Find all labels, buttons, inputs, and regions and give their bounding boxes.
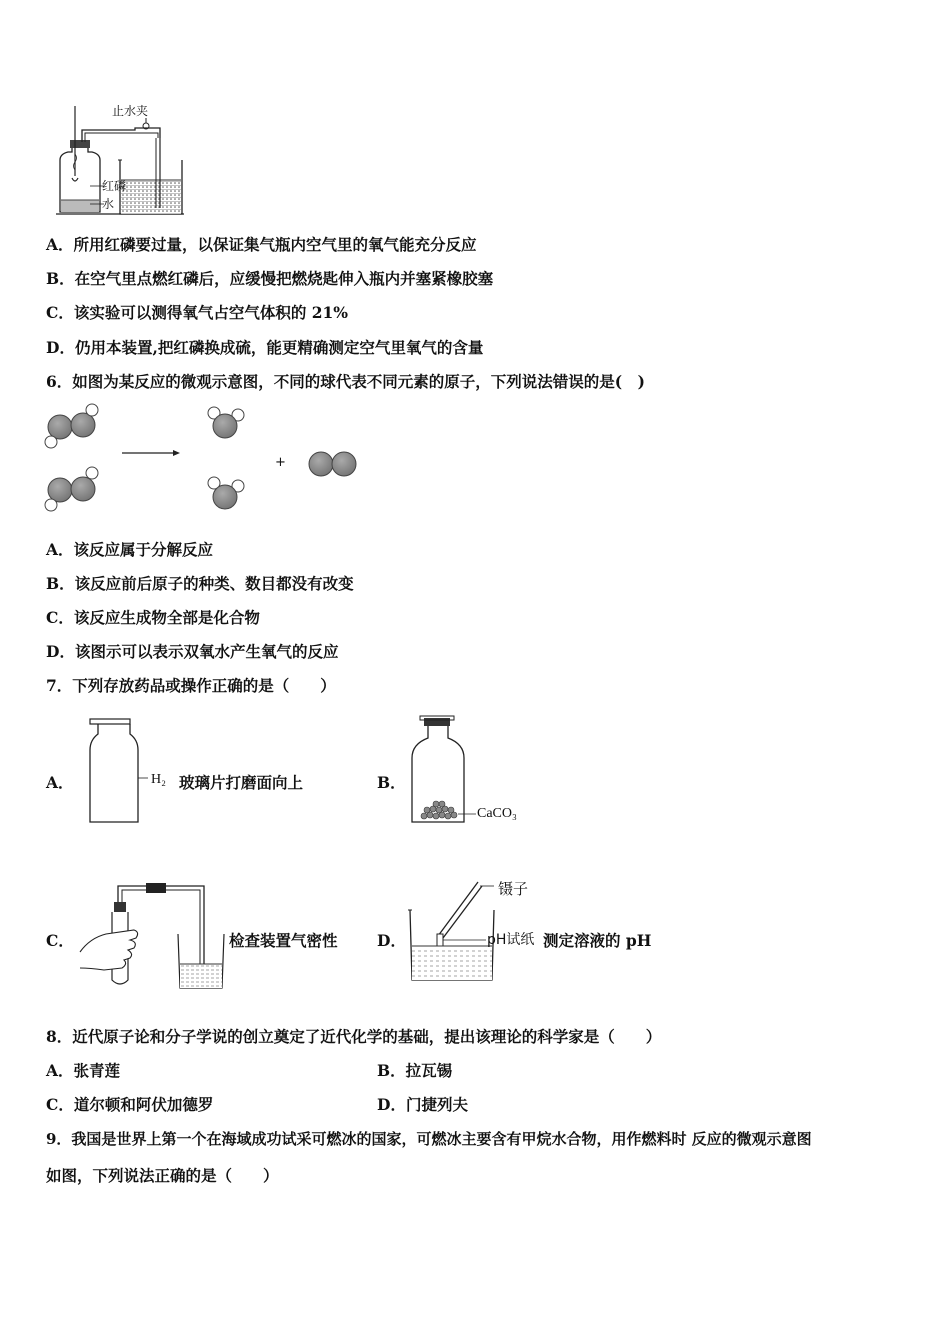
q6-stem: 6．如图为某反应的微观示意图，不同的球代表不同元素的原子，下列说法错误的是( ) bbox=[46, 372, 645, 391]
atom-small bbox=[45, 436, 57, 448]
option-letter: D． bbox=[46, 642, 75, 661]
atom-large bbox=[48, 415, 72, 439]
option-letter: D． bbox=[377, 1095, 406, 1114]
option-text: 在空气里点燃红磷后，应缓慢把燃烧匙伸入瓶内并塞紧橡胶塞 bbox=[74, 269, 494, 288]
ph-paper-label: pH试纸 bbox=[487, 932, 535, 948]
q9-stem-line2: 如图，下列说法正确的是（ ） bbox=[46, 1166, 279, 1185]
atom-large bbox=[332, 452, 356, 476]
q5-option-c[interactable] bbox=[46, 303, 348, 323]
q7-d-ph-test-figure bbox=[406, 874, 496, 986]
option-text: 所用红磷要过量，以保证集气瓶内空气里的氧气能充分反应 bbox=[73, 235, 477, 254]
caco3-granule bbox=[424, 807, 430, 813]
option-letter: A． bbox=[46, 235, 74, 254]
q7-option-c-letter[interactable]: C． bbox=[46, 931, 74, 950]
option-letter: A． bbox=[46, 540, 74, 559]
q7-d-text: 测定溶液的 pH bbox=[543, 931, 652, 950]
option-letter: B． bbox=[46, 574, 75, 593]
option-text: 门捷列夫 bbox=[405, 1095, 468, 1114]
q6-option-a[interactable] bbox=[46, 540, 213, 560]
tweezers-label: 镊子 bbox=[498, 880, 529, 898]
q5-option-d[interactable] bbox=[46, 338, 483, 358]
option-text: 仍用本装置,把红磷换成硫，能更精确测定空气里氧气的含量 bbox=[74, 338, 484, 357]
q9-stem-line1: 9．我国是世界上第一个在海域成功试采可燃冰的国家，可燃冰主要含有甲烷水合物，用作燃料时 反应的微观示意图 bbox=[46, 1130, 812, 1148]
caco3-granule bbox=[433, 801, 439, 807]
option-text: 张青莲 bbox=[73, 1061, 121, 1080]
atom-small bbox=[86, 404, 98, 416]
option-text: 该实验可以测得氧气占空气体积的 21% bbox=[73, 303, 349, 322]
h2-label: H₂ bbox=[151, 772, 166, 787]
atom-small bbox=[86, 467, 98, 479]
option-text: 该反应生成物全部是化合物 bbox=[73, 608, 260, 627]
option-text: 拉瓦锡 bbox=[405, 1061, 453, 1080]
option-text: 该反应属于分解反应 bbox=[73, 540, 214, 559]
option-letter: B． bbox=[377, 1061, 406, 1080]
q6-option-b[interactable] bbox=[46, 574, 354, 594]
q8-option-b[interactable] bbox=[377, 1061, 452, 1081]
q7-a-text: 玻璃片打磨面向上 bbox=[179, 773, 304, 792]
q8-option-d[interactable] bbox=[377, 1095, 468, 1115]
option-text: 道尔顿和阿伏加德罗 bbox=[73, 1095, 214, 1114]
option-letter: B． bbox=[46, 269, 75, 288]
caco3-granule bbox=[439, 801, 445, 807]
q7-a-gas-bottle-figure bbox=[86, 716, 176, 826]
q7-option-a-letter[interactable]: A． bbox=[46, 773, 74, 792]
q7-option-d-letter[interactable]: D． bbox=[377, 931, 406, 950]
q6-option-c[interactable] bbox=[46, 608, 260, 628]
phosphorus-apparatus-figure bbox=[50, 98, 190, 220]
q8-option-c[interactable] bbox=[46, 1095, 213, 1115]
option-letter: C． bbox=[46, 608, 74, 627]
caco3-granule bbox=[445, 813, 451, 819]
q5-option-b[interactable] bbox=[46, 269, 493, 289]
option-letter: C． bbox=[46, 1095, 74, 1114]
atom-small bbox=[45, 499, 57, 511]
caco3-granule bbox=[448, 807, 454, 813]
q7-option-b-letter[interactable]: B． bbox=[377, 773, 406, 792]
atom-large bbox=[213, 485, 237, 509]
atom-large bbox=[309, 452, 333, 476]
option-letter: A． bbox=[46, 1061, 74, 1080]
q6-reaction-diagram bbox=[42, 400, 372, 520]
water-label: 水 bbox=[102, 197, 115, 211]
option-text: 该反应前后原子的种类、数目都没有改变 bbox=[74, 574, 354, 593]
q8-stem: 8．近代原子论和分子学说的创立奠定了近代化学的基础，提出该理论的科学家是（ ） bbox=[46, 1027, 662, 1046]
phosphorus-label: 红磷 bbox=[102, 179, 127, 193]
atom-large bbox=[71, 413, 95, 437]
q7-stem: 7．下列存放药品或操作正确的是（ ） bbox=[46, 676, 336, 695]
q6-option-d[interactable] bbox=[46, 642, 338, 662]
plus-sign: + bbox=[275, 455, 286, 470]
caco3-granule bbox=[421, 813, 427, 819]
q5-option-a[interactable] bbox=[46, 235, 477, 255]
option-letter: D． bbox=[46, 338, 75, 357]
q7-c-text: 检查装置气密性 bbox=[229, 931, 338, 950]
option-letter: C． bbox=[46, 303, 74, 322]
atom-large bbox=[213, 414, 237, 438]
option-text: 该图示可以表示双氧水产生氧气的反应 bbox=[74, 642, 339, 661]
caco3-label: CaCO₃ bbox=[477, 806, 517, 821]
caco3-granule bbox=[436, 807, 442, 813]
caco3-granule bbox=[433, 813, 439, 819]
q7-c-airtightness-figure bbox=[76, 876, 226, 992]
q8-option-a[interactable] bbox=[46, 1061, 120, 1081]
clamp-label: 止水夹 bbox=[112, 104, 149, 118]
atom-large bbox=[71, 477, 95, 501]
atom-large bbox=[48, 478, 72, 502]
